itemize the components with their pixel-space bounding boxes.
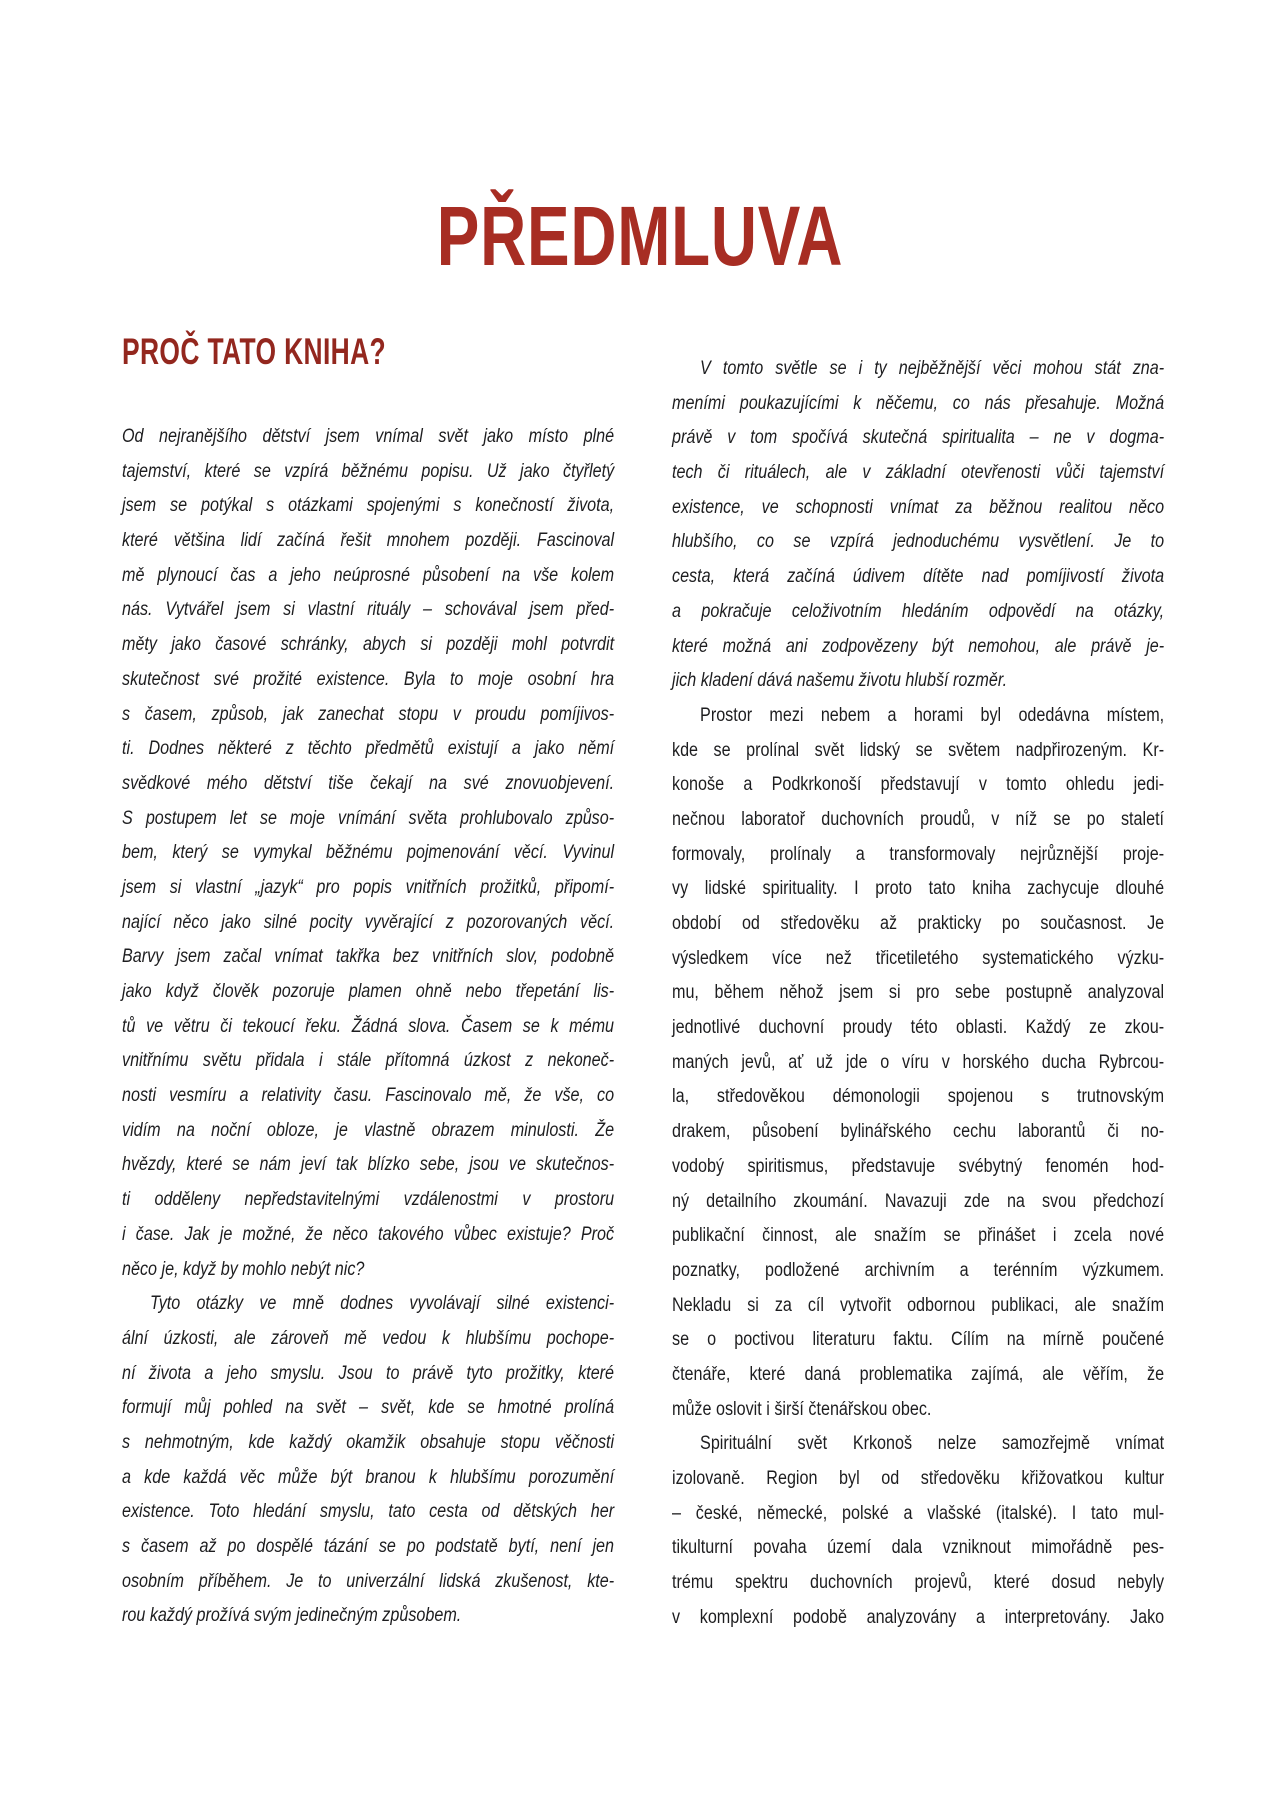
text-line: hlubšího, co se vzpírá jednoduchému vysvětlení. Je to: [672, 531, 1165, 553]
text-line: drakem, působení bylinářského cechu laborantů či no-: [672, 1121, 1165, 1143]
text-line: s časem, způsob, jak zanechat stopu v proudu pomíjivos-: [122, 703, 615, 725]
text-line: tikulturní povaha území dala vzniknout mimořádně pes-: [672, 1537, 1165, 1559]
text-line: i čase. Jak je možné, že něco takového vůbec existuje? Proč: [122, 1223, 615, 1245]
text-line: něco je, když by mohlo nebýt nic?: [122, 1258, 365, 1280]
text-line: ti odděleny nepředstavitelnými vzdálenostmi v prostoru: [122, 1189, 615, 1211]
text-line: rou každý prožívá svým jedinečným způsobem.: [122, 1605, 462, 1627]
text-line: nosti vesmíru a relativity času. Fascinovalo mě, že vše, co: [122, 1085, 615, 1107]
text-line: jednotlivé duchovní proudy této oblasti. Každý ze zkou-: [672, 1017, 1165, 1039]
text-line: vodobý spiritismus, představuje svébytný fenomén hod-: [672, 1155, 1165, 1177]
text-line: existence, ve schopnosti vnímat za běžnou realitou něco: [672, 496, 1165, 518]
text-line: a kde každá věc může být branou k hlubšímu porozumění: [122, 1466, 615, 1488]
text-line: nás. Vytvářel jsem si vlastní rituály – schovával jsem před-: [122, 599, 615, 621]
text-line: hvězdy, které se nám jeví tak blízko sebe, jsou ve skutečnos-: [122, 1154, 615, 1176]
text-line: cesta, která začíná údivem dítěte nad pomíjivostí života: [672, 566, 1165, 588]
text-line: Nekladu si za cíl vytvořit odbornou publikaci, ale snažím: [672, 1294, 1165, 1316]
text-line: Tyto otázky ve mně dodnes vyvolávají silné existenci-: [150, 1293, 615, 1315]
text-line: tajemství, které se vzpírá běžnému popisu. Už jako čtyřletý: [122, 460, 615, 482]
text-line: nající něco jako silné pocity vyvěrající z pozorovaných věcí.: [122, 911, 615, 933]
text-line: může oslovit i širší čtenářskou obec.: [672, 1398, 932, 1420]
text-line: konoše a Podkrkonoší představují v tomto ohledu jedi-: [672, 774, 1165, 796]
text-line: výsledkem více než třicetiletého systematického výzku-: [672, 947, 1165, 969]
section-heading: PROČ TATO KNIHA?: [122, 331, 387, 372]
text-line: publikační činnost, ale snažím se přinášet i zcela nové: [672, 1225, 1165, 1247]
text-line: meními poukazujícími k něčemu, co nás přesahuje. Možná: [672, 392, 1165, 414]
text-line: vy lidské spirituality. I proto tato kniha zachycuje dlouhé: [672, 878, 1165, 900]
text-line: mu, během něhož jsem si pro sebe postupně analyzoval: [672, 982, 1165, 1004]
text-line: nečnou laboratoř duchovních proudů, v níž se po staletí: [672, 808, 1165, 830]
text-line: v komplexní podobě analyzovány a interpretovány. Jako: [672, 1606, 1165, 1628]
right-column-text: [672, 352, 1164, 1635]
text-line: mě plynoucí čas a jeho neúprosné působení na vše kolem: [122, 564, 615, 586]
text-line: Spirituální svět Krkonoš nelze samozřejmě vnímat: [700, 1433, 1165, 1455]
text-line: Od nejranějšího dětství jsem vnímal svět jako místo plné: [122, 426, 615, 447]
text-line: Prostor mezi nebem a horami byl odedávna místem,: [700, 704, 1165, 726]
text-line: V tomto světle se i ty nejběžnější věci mohou stát zna-: [700, 358, 1165, 379]
text-line: ti. Dodnes některé z těchto předmětů existují a jako němí: [122, 738, 615, 760]
text-line: s časem až po dospělé tázání se po podstatě bytí, není jen: [122, 1536, 615, 1557]
text-line: bem, který se vymykal běžnému pojmenování věcí. Vyvinul: [122, 842, 615, 864]
text-line: vidím na noční obloze, je vlastně obrazem minulosti. Že: [122, 1119, 615, 1141]
text-line: S postupem let se moje vnímání světa prohlubovalo způso-: [122, 807, 615, 829]
text-line: jsem se potýkal s otázkami spojenými s konečností života,: [122, 495, 615, 517]
text-line: skutečnost své prožité existence. Byla to moje osobní hra: [122, 668, 615, 690]
text-line: – české, německé, polské a vlašské (italské). I tato mul-: [672, 1502, 1165, 1524]
text-line: se o poctivou literaturu faktu. Cílím na mírně poučené: [672, 1329, 1165, 1351]
right-column: [672, 352, 1164, 1635]
text-line: kde se prolínal svět lidský se světem nadpřirozeným. Kr-: [672, 739, 1165, 761]
text-line: jako když člověk pozoruje plamen ohně nebo třepetání lis-: [122, 981, 615, 1002]
text-line: vnitřnímu světu přidala i stále přítomná úzkost z nekoneč-: [122, 1050, 615, 1072]
text-line: tech či rituálech, ale v základní otevřenosti vůči tajemství: [672, 462, 1165, 484]
page-title: PŘEDMLUVA: [436, 189, 844, 283]
text-line: jich kladení dává našemu životu hlubší rozměr.: [672, 670, 1008, 692]
text-line: existence. Toto hledání smyslu, tato cesta od dětských her: [122, 1501, 615, 1523]
text-line: formují můj pohled na svět – svět, kde se hmotné prolíná: [122, 1397, 615, 1419]
text-line: období od středověku až prakticky po současnost. Je: [672, 913, 1165, 934]
left-column-text: [122, 420, 614, 1634]
text-line: které možná ani zodpovězeny být nemohou, ale právě je-: [672, 635, 1165, 657]
text-line: ný detailního zkoumání. Navazuji zde na svou předchozí: [672, 1190, 1165, 1212]
left-column: [122, 332, 614, 1634]
text-line: izolovaně. Region byl od středověku křižovatkou kultur: [672, 1468, 1165, 1489]
text-line: Barvy jsem začal vnímat takřka bez vnitřních slov, podobně: [122, 946, 615, 968]
text-line: maných jevů, ať už jde o víru v horského ducha Rybrcou-: [672, 1051, 1165, 1073]
text-line: poznatky, podložené archivním a terénním výzkumem.: [672, 1259, 1165, 1281]
text-line: které většina lidí začíná řešit mnohem později. Fascinoval: [122, 530, 615, 552]
text-line: ní života a jeho smyslu. Jsou to právě tyto prožitky, které: [122, 1362, 615, 1384]
text-line: s nehmotným, kde každý okamžik obsahuje stopu věčnosti: [122, 1431, 615, 1453]
text-line: formovaly, prolínaly a transformovaly nejrůznější proje-: [672, 843, 1165, 865]
text-line: trému spektru duchovních projevů, které dosud nebyly: [672, 1572, 1165, 1594]
text-line: čtenáře, které daná problematika zajímá, ale věřím, že: [672, 1363, 1165, 1385]
text-line: právě v tom spočívá skutečná spiritualita – ne v dogma-: [672, 427, 1165, 449]
text-line: svědkové mého dětství tiše čekají na své znovuobjevení.: [122, 772, 615, 794]
text-line: jsem si vlastní „jazyk“ pro popis vnitřních prožitků, připomí-: [122, 876, 615, 898]
text-line: a pokračuje celoživotním hledáním odpovědí na otázky,: [672, 600, 1165, 622]
text-line: ální úzkosti, ale zároveň mě vedou k hlubšímu pochope-: [122, 1327, 615, 1349]
text-line: měty jako časové schránky, abych si později mohl potvrdit: [122, 634, 615, 656]
text-line: tů ve větru či tekoucí řeku. Žádná slova. Časem se k mému: [122, 1015, 615, 1037]
text-line: osobním příběhem. Je to univerzální lidská zkušenost, kte-: [122, 1570, 615, 1592]
text-line: la, středověkou démonologii spojenou s trutnovským: [672, 1086, 1165, 1108]
